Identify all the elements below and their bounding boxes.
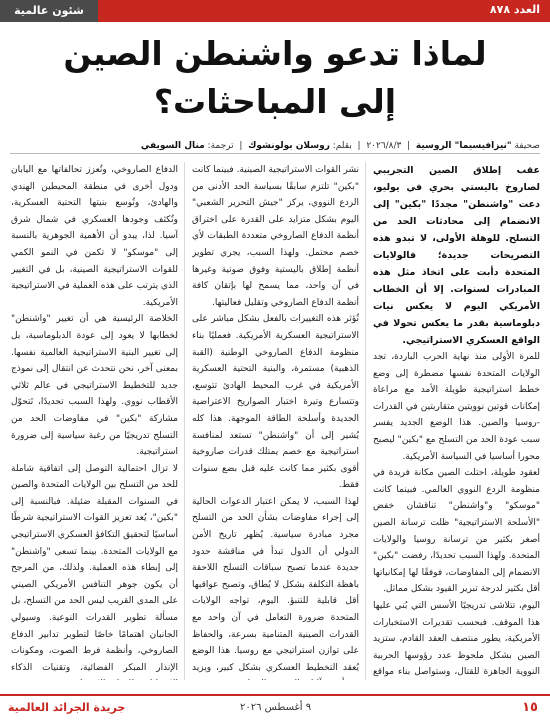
paragraph: للمرة الأولى منذ نهاية الحرب الباردة، تجد الولايات المتحدة نفسها مضطرة إلى وضع خطط استراتيجية طويلة الأمد مع مراعاة إمكانات قوتين نوويتين متقاربتين في القدرات -روسيا والصين. هذا الوضع الجديد يفسر سبب عودة الحد من التسلح مع "بكين" ليصبح محورا أساسيا في السياسة الأمريكية. [373, 352, 540, 462]
source-label: صحيفة [514, 141, 540, 151]
translator-name: منال السويفي [140, 141, 205, 151]
translator-label: ترجمة [210, 141, 234, 151]
paragraph: الدفاع الصاروخي، وتُعزز تحالفاتها مع اليابان ودول أخرى في منطقة المحيطين الهندي والهادئ، وتُوسع بنيتها التحتية العسكرية، وتُكثف وجودها العسكري في شمال شرق آسيا. لذا، يبدو أن الأهمية الجوهرية بالنسبة إلى "موسكو" لا تكمن في النمو الكمي للقوات الاستراتيجية الصينية، بل في التغيير الذي يترتب على هذه العملية في الاستراتيجية الأمريكية. [11, 165, 178, 308]
paragraph: الخلاصة الرئيسية هي أن تغيير "واشنطن" لخطابها لا يعود إلى عودة الدبلوماسية، بل إلى تغيير البنية الاستراتيجية العالمية نفسها. بمعنى آخر، نحن نتحدث عن انتقال إلى نموذج جديد للتخطيط الاستراتيجي في عالم ثلاثي الأقطاب نووي. ولهذا السبب تحديدًا، تَتحوّل مشاركة "بكين" في مفاوضات الحد من التسلح تدريجيًا من رغبة سياسية إلى ضرورة استراتيجية. [11, 314, 178, 458]
paragraph: لا تزال احتمالية التوصل إلى اتفاقية شاملة للحد من التسلح بين الولايات المتحدة والصين في السنوات المقبلة ضئيلة. فبالنسبة إلى "بكين"، يُعد تعزيز القوات الاستراتيجية شرطًا أساسيًا لتحقيق التكافؤ العسكري الاستراتيجي مع الولايات المتحدة. بينما تسعى "واشنطن" إلى إبطاء هذه العملية. ولذلك، من المرجح أن يكون جوهر التنافس الأمريكي الصيني على المدى القريب ليس الحد من التسلح، بل مسألة تطوير القدرات النوعية. وسيولي الجانبان اهتمامًا خاصًا لتطوير تدابير الدفاع الصاروخي، وأنظمة فرط الصوت، ومكونات الإنذار المبكر الفضائية، وتقنيات الذكاء [11, 463, 178, 673]
article-lead: عقب إطلاق الصين التجريبي لصاروخ باليستي بحري في يوليو، دعت "واشنطن" مجددًا "بكين" إلى الانضمام إلى محادثات الحد من التسلح. للوهلة الأولى، لا تبدو هذه التصريحات جديدة؛ فالولايات المتحدة دأبت على اتخاذ مثل هذه المبادرات لسنوات. إلا أن الخطاب الأمريكي اليوم لا يعكس نيات دبلوماسية بقدر ما يعكس تحولا في الواقع العسكري الاستراتيجي. [373, 165, 540, 346]
footer-date: ٩ أغسطس ٢٠٢٦ [240, 702, 312, 713]
article-column-left [11, 162, 178, 680]
author-name: روسلان بولونشوك [248, 141, 330, 151]
paragraph: تُؤثر هذه التغييرات بالفعل بشكل مباشر على الاستراتيجية العسكرية الأمريكية. فعمليًا بناء منظومة الدفاع الصاروخي الوطنية (القبة الذهبية) مستمرة، والبنية التحتية العسكرية الأمريكية في غرب المحيط الهادئ تتوسع، وتتسارع وتيرة اختبار الصواريخ الاعتراضية الجديدة وأسلحة الطاقة الموجهة. هذا كله يُشير إلى أن "واشنطن" تستعد لمنافسة استراتيجية مع خصم يمتلك قدرات صاروخية أقوى بكثير مما كانت عليه قبل بضع سنوات فقط. [192, 314, 359, 491]
issue-number: العدد ٨٧٨ [489, 3, 540, 16]
page-footer [0, 694, 550, 721]
column-divider [365, 162, 366, 680]
byline: صحيفة "نيزافيسيما" الروسية | ٢٠٢٦/٨/٣ | بقلم: روسلان بولونشوك | ترجمة: منال السويفي [10, 138, 540, 154]
paragraph: لعقود طويلة، احتلت الصين مكانة فريدة في منظومة الردع النووي العالمي. فبينما كانت "موسكو" و"واشنطن" تناقشان خفض "الأسلحة الاستراتيجية" ظلت ترسانة الصين أصغر بكثير من ترسانة روسيا والولايات المتحدة. ولهذا السبب تحديدًا، رفضت "بكين" الانضمام إلى المفاوضات، فوفقًا لها إمكانياتها أقل بكثير لدرجة تبرير القيود بشكل مماثل. [373, 468, 540, 595]
paragraph: اليوم، تتلاشى تدريجيًا الأسس التي بُني عليها هذا الموقف. فبحسب تقديرات الاستخبارات الأمريكية، يطور منتصف العقد القادم، ستزيد الصين بشكل ملحوظ عدد رؤوسها الحربية النووية الجاهزة للقتال، وستواصل بناء مواقع [373, 600, 540, 678]
top-banner [0, 0, 550, 22]
title-line-2: إلى المباحثات؟ [153, 82, 397, 121]
author-label: بقلم [335, 141, 352, 151]
article-column-middle [192, 162, 359, 680]
paragraph: نشر القوات الاستراتيجية الصينية. فبينما كانت "بكين" تلتزم سابقًا بسياسة الحد الأدنى من الردع النووي، يركز "جيش التحرير الشعبي" اليوم بشكل متزايد على القدرة على اختراق أنظمة الدفاع الصاروخي متعددة الطبقات لأي خصم محتمل. ولهذا السبب، يجري تطوير أنظمة إطلاق باليستية وفوق صوتية وغيرها في آن واحد، مما يسمح لها بإتقان كافة أنظمة الدفاع الصاروخي وتقليل فعاليتها. [192, 165, 359, 308]
source-name: "نيزافيسيما" الروسية [415, 141, 512, 151]
column-divider [184, 162, 185, 680]
publish-date: ٢٠٢٦/٨/٣ [366, 141, 402, 151]
publication-name: جريدة الجرائد العالمية [8, 701, 126, 714]
page-number: ١٥ [522, 700, 538, 715]
section-label: شئون عالمية [0, 0, 98, 22]
paragraph: لهذا السبب، لا يمكن اعتبار الدعوات الحالية إلى إجراء مفاوضات بشأن الحد من التسلح مجرد مبادرة سياسية. يُظهر تاريخ الأمن الدولي أن الدول تبدأ في مناقشة حدود جديدة عندما تصبح سباقات التسلح اللاحقة باهظة التكلفة بشكل لا يُطاق، وتصبح عواقبها أقل قابلية للتنبؤ. اليوم، تواجه الولايات المتحدة ضرورة التعامل في آن واحد مع القدرات الصينية المتنامية بسرعة، والحفاظ على توازن استراتيجي مع روسيا. هذا الوضع يُعقد التخطيط العسكري بشكل كبير، ويزيد [192, 496, 359, 673]
article-title [28, 30, 522, 126]
article-column-right [373, 162, 540, 680]
title-line-1: لماذا تدعو واشنطن الصين [63, 34, 487, 73]
